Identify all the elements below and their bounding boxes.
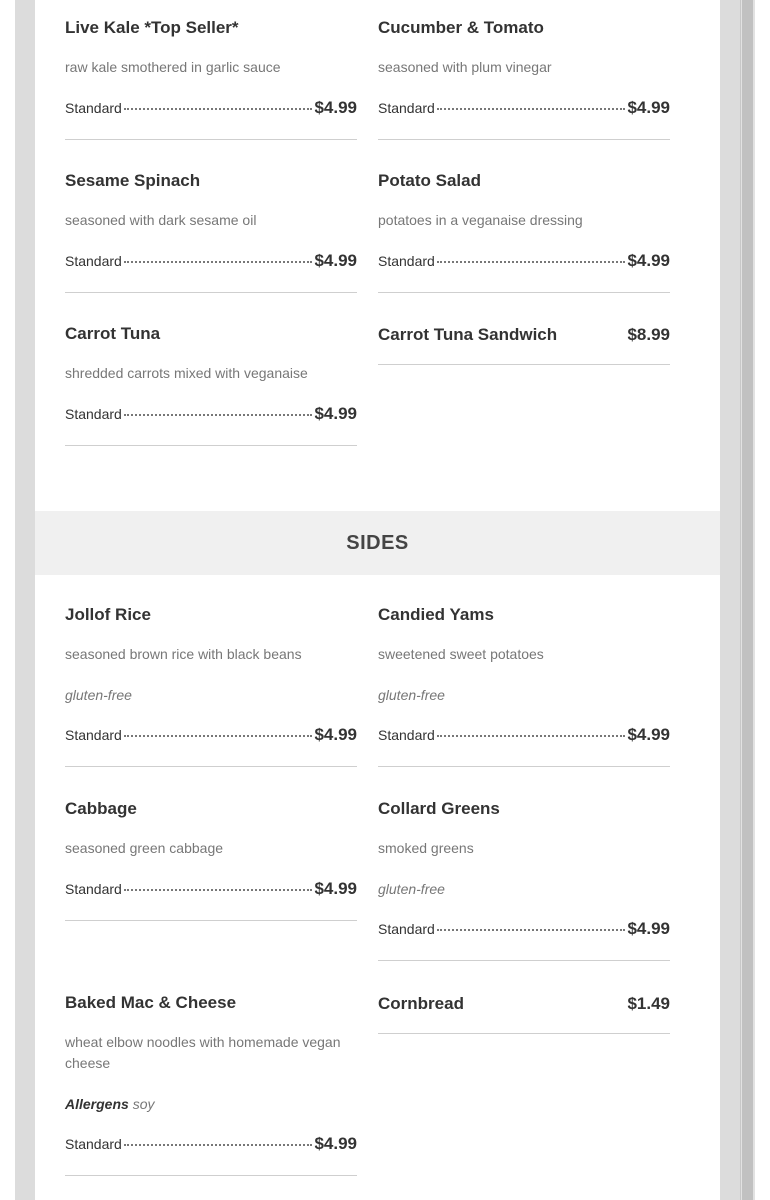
price-row (65, 98, 357, 118)
item-description: potatoes in a veganaise dressing (378, 212, 583, 228)
item-price: $4.99 (314, 725, 357, 744)
item-description: seasoned green cabbage (65, 840, 224, 856)
dot-leader (124, 414, 313, 416)
item-name: Candied Yams (378, 605, 494, 624)
price-row (378, 725, 670, 745)
item-description: seasoned with plum vinegar (378, 59, 552, 75)
divider (378, 364, 670, 365)
page-margin-right (755, 0, 770, 1200)
item-description: shredded carrots mixed with veganaise (65, 365, 308, 381)
size-label: Standard (65, 406, 122, 422)
dot-leader (124, 889, 313, 891)
menu-item-cabbage[interactable] (65, 799, 357, 921)
divider (65, 139, 357, 140)
item-name: Live Kale *Top Seller* (65, 18, 239, 37)
item-name: Cucumber & Tomato (378, 18, 544, 37)
allergens-label: Allergens (65, 1096, 129, 1112)
item-name: Cabbage (65, 799, 137, 818)
item-name: Baked Mac & Cheese (65, 993, 237, 1012)
item-name: Cornbread (378, 994, 464, 1013)
item-price: $4.99 (314, 1134, 357, 1153)
item-price: $4.99 (314, 879, 357, 898)
divider (65, 920, 357, 921)
size-label: Standard (65, 253, 122, 269)
divider (65, 292, 357, 293)
dot-leader (437, 261, 626, 263)
dietary-tag: gluten-free (378, 687, 445, 703)
item-price: $4.99 (314, 98, 357, 117)
item-description: raw kale smothered in garlic sauce (65, 59, 281, 75)
price-row (378, 251, 670, 271)
allergens-tag (65, 1094, 357, 1114)
item-price: $4.99 (627, 251, 670, 270)
item-price: $4.99 (314, 404, 357, 423)
divider (65, 445, 357, 446)
item-description: sweetened sweet potatoes (378, 646, 544, 662)
price-row (65, 251, 357, 271)
price-row (65, 1134, 357, 1154)
item-description: wheat elbow noodles with homemade vegan cheese (65, 1034, 341, 1071)
menu-item-jollof-rice[interactable] (65, 605, 357, 767)
scrollbar-thumb[interactable] (742, 0, 753, 1200)
item-name: Sesame Spinach (65, 171, 201, 190)
item-name: Jollof Rice (65, 605, 151, 624)
menu-item-live-kale[interactable] (65, 18, 357, 140)
divider (378, 139, 670, 140)
menu-item-cornbread[interactable] (378, 994, 670, 1034)
menu-item-collard-greens[interactable] (378, 799, 670, 961)
price-row (65, 725, 357, 745)
size-label: Standard (378, 253, 435, 269)
divider (378, 766, 670, 767)
size-label: Standard (65, 727, 122, 743)
dot-leader (124, 261, 313, 263)
dot-leader (124, 735, 313, 737)
price-row (378, 919, 670, 939)
item-price: $1.49 (627, 994, 670, 1013)
menu-item-cucumber-tomato[interactable] (378, 18, 670, 140)
divider (378, 292, 670, 293)
section-header-sides: SIDES (35, 511, 720, 575)
item-name: Potato Salad (378, 171, 481, 190)
dot-leader (124, 108, 313, 110)
dot-leader (437, 735, 626, 737)
price-row (378, 98, 670, 118)
size-label: Standard (65, 100, 122, 116)
dot-leader (437, 929, 626, 931)
price-row (378, 994, 670, 1014)
allergens-value: soy (132, 1096, 155, 1112)
item-name: Carrot Tuna Sandwich (378, 325, 558, 344)
menu-item-sesame-spinach[interactable] (65, 171, 357, 293)
divider (378, 1033, 670, 1034)
dot-leader (437, 108, 626, 110)
price-row (65, 879, 357, 899)
size-label: Standard (378, 921, 435, 937)
item-price: $4.99 (627, 725, 670, 744)
menu-item-candied-yams[interactable] (378, 605, 670, 767)
dot-leader (124, 1144, 313, 1146)
menu-item-carrot-tuna-sandwich[interactable] (378, 325, 670, 365)
price-row (378, 325, 670, 345)
size-label: Standard (378, 727, 435, 743)
page-margin-left (0, 0, 15, 1200)
size-label: Standard (65, 1136, 122, 1152)
dietary-tag: gluten-free (378, 881, 445, 897)
size-label: Standard (65, 881, 122, 897)
divider (65, 1175, 357, 1176)
item-name: Collard Greens (378, 799, 500, 818)
menu-item-potato-salad[interactable] (378, 171, 670, 293)
item-price: $8.99 (627, 325, 670, 344)
divider (378, 960, 670, 961)
item-description: seasoned with dark sesame oil (65, 212, 257, 228)
item-price: $4.99 (314, 251, 357, 270)
dietary-tag: gluten-free (65, 687, 132, 703)
item-price: $4.99 (627, 919, 670, 938)
item-description: seasoned brown rice with black beans (65, 646, 302, 662)
menu-item-baked-mac-cheese[interactable] (65, 993, 357, 1176)
divider (65, 766, 357, 767)
item-name: Carrot Tuna (65, 324, 161, 343)
price-row (65, 404, 357, 424)
size-label: Standard (378, 100, 435, 116)
item-price: $4.99 (627, 98, 670, 117)
item-description: smoked greens (378, 840, 474, 856)
menu-item-carrot-tuna[interactable] (65, 324, 357, 446)
